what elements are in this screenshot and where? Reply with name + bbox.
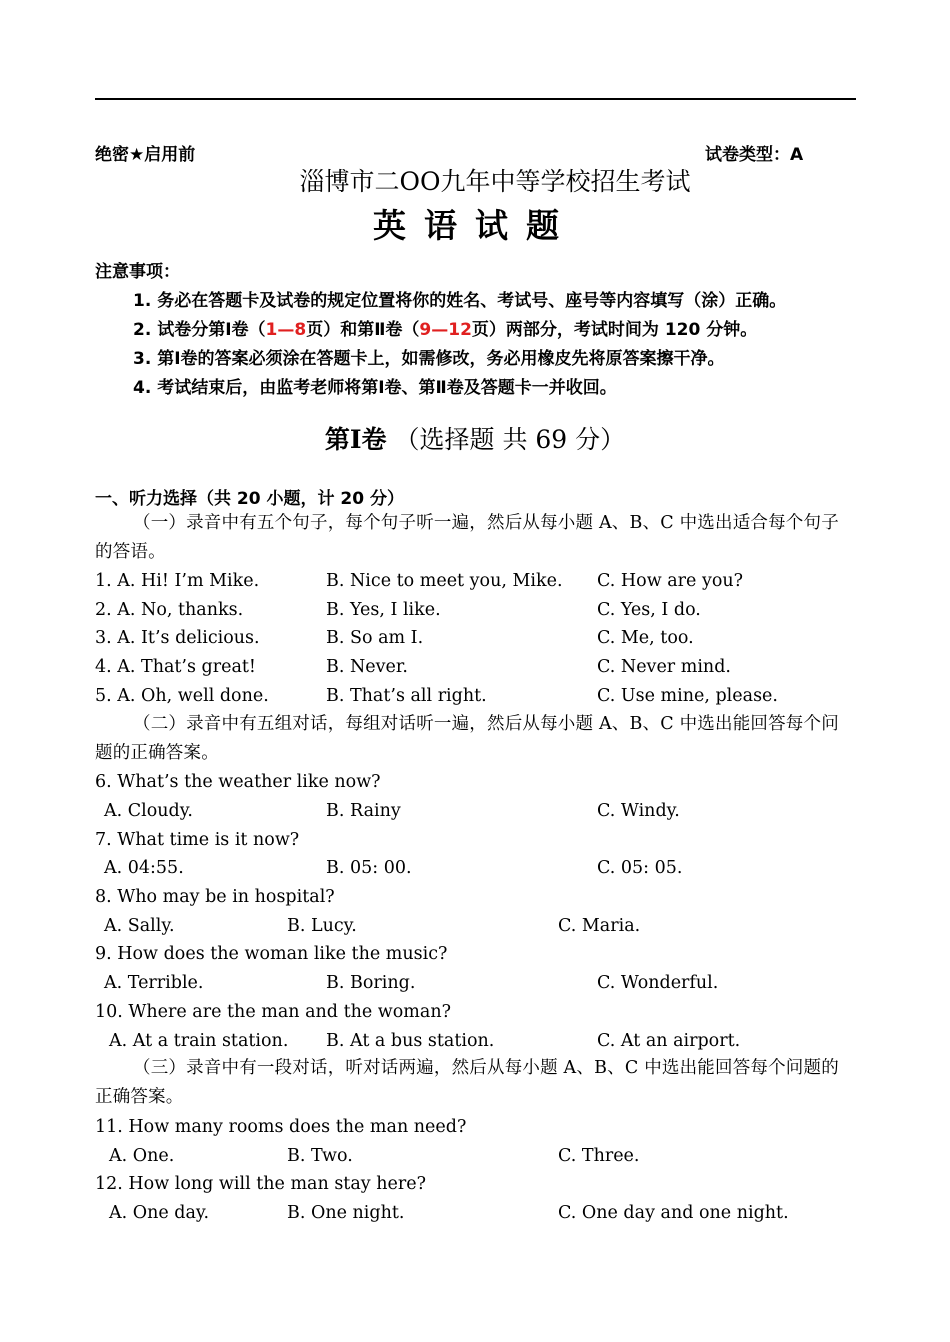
q7-option-c: C. 05: 05. — [597, 858, 683, 878]
notice-item-2-pages-2: 9—12 — [419, 320, 472, 340]
q12-stem: 12. How long will the man stay here? — [95, 1174, 426, 1194]
q4-option-c: C. Never mind. — [597, 657, 731, 677]
q5-option-c: C. Use mine, please. — [597, 686, 778, 706]
q9-option-b: B. Boring. — [326, 973, 416, 993]
notice-item-1: 1. 务必在答题卡及试卷的规定位置将你的姓名、考试号、座号等内容填写（涂）正确。 — [133, 291, 787, 311]
q5-option-b: B. That’s all right. — [326, 686, 487, 706]
q4-option-b: B. Never. — [326, 657, 408, 677]
notice-item-2-part-a: 2. 试卷分第Ⅰ卷（ — [133, 320, 266, 340]
q2-option-c: C. Yes, I do. — [597, 600, 701, 620]
notice-item-3: 3. 第Ⅰ卷的答案必须涂在答题卡上，如需修改，务必用橡皮先将原答案擦干净。 — [133, 349, 725, 369]
q9-option-a: A. Terrible. — [104, 973, 204, 993]
q11-option-a: A. One. — [109, 1146, 175, 1166]
q4-option-a: 4. A. That’s great! — [95, 657, 256, 677]
notice-heading: 注意事项： — [95, 262, 180, 282]
q5-option-a: 5. A. Oh, well done. — [95, 686, 269, 706]
q7-stem: 7. What time is it now? — [95, 830, 300, 850]
notice-item-2-part-e: 页）两部分，考试时间为 120 分钟。 — [471, 320, 758, 340]
q2-option-a: 2. A. No, thanks. — [95, 600, 244, 620]
q11-option-b: B. Two. — [287, 1146, 353, 1166]
notice-item-2 — [133, 315, 757, 340]
q1-option-b: B. Nice to meet you, Mike. — [326, 571, 563, 591]
q10-stem: 10. Where are the man and the woman? — [95, 1002, 451, 1022]
q6-option-a: A. Cloudy. — [104, 801, 193, 821]
q9-option-c: C. Wonderful. — [597, 973, 719, 993]
q6-stem: 6. What’s the weather like now? — [95, 772, 381, 792]
q11-option-c: C. Three. — [558, 1146, 640, 1166]
subject-title: 英语试题 — [373, 206, 577, 245]
q12-option-c: C. One day and one night. — [558, 1203, 789, 1223]
section-listening-title: 一、听力选择（共 20 小题，计 20 分） — [95, 489, 404, 509]
notice-item-2-part-c: 页）和第Ⅱ卷（ — [306, 320, 420, 340]
notice-item-2-pages-1: 1—8 — [265, 320, 307, 340]
q1-option-c: C. How are you? — [597, 571, 744, 591]
paper-type: 试卷类型：A — [705, 145, 804, 165]
q12-option-a: A. One day. — [109, 1203, 210, 1223]
part-one-sub: （选择题 共 69 分） — [394, 425, 626, 454]
q3-option-c: C. Me, too. — [597, 628, 694, 648]
top-rule — [95, 98, 856, 100]
instruction-1: （一）录音中有五个句子，每个句子听一遍，然后从每小题 A、B、C 中选出适合每个句子的答语。 — [95, 513, 839, 562]
q7-option-b: B. 05: 00. — [326, 858, 412, 878]
q8-option-b: B. Lucy. — [287, 916, 357, 936]
part-one-title — [0, 420, 950, 456]
exam-title: 淄博市二OO九年中等学校招生考试 — [299, 167, 691, 196]
q8-option-a: A. Sally. — [104, 916, 175, 936]
q7-option-a: A. 04:55. — [104, 858, 184, 878]
q6-option-b: B. Rainy — [326, 801, 401, 821]
instruction-3: （三）录音中有一段对话，听对话两遍，然后从每小题 A、B、C 中选出能回答每个问题的正确答案。 — [95, 1058, 839, 1107]
q10-option-a: A. At a train station. — [109, 1031, 289, 1051]
secret-label: 绝密★启用前 — [95, 145, 196, 165]
q3-option-b: B. So am I. — [326, 628, 424, 648]
q6-option-c: C. Windy. — [597, 801, 680, 821]
q10-option-b: B. At a bus station. — [326, 1031, 495, 1051]
q2-option-b: B. Yes, I like. — [326, 600, 441, 620]
notice-item-4: 4. 考试结束后，由监考老师将第Ⅰ卷、第Ⅱ卷及答题卡一并收回。 — [133, 378, 617, 398]
q10-option-c: C. At an airport. — [597, 1031, 741, 1051]
q9-stem: 9. How does the woman like the music? — [95, 944, 448, 964]
q1-option-a: 1. A. Hi! I’m Mike. — [95, 571, 260, 591]
q12-option-b: B. One night. — [287, 1203, 405, 1223]
q11-stem: 11. How many rooms does the man need? — [95, 1117, 467, 1137]
q3-option-a: 3. A. It’s delicious. — [95, 628, 260, 648]
part-one-main: 第Ⅰ卷 — [324, 425, 387, 454]
q8-option-c: C. Maria. — [558, 916, 641, 936]
instruction-2: （二）录音中有五组对话，每组对话听一遍，然后从每小题 A、B、C 中选出能回答每个问题的正确答案。 — [95, 714, 839, 763]
q8-stem: 8. Who may be in hospital? — [95, 887, 335, 907]
